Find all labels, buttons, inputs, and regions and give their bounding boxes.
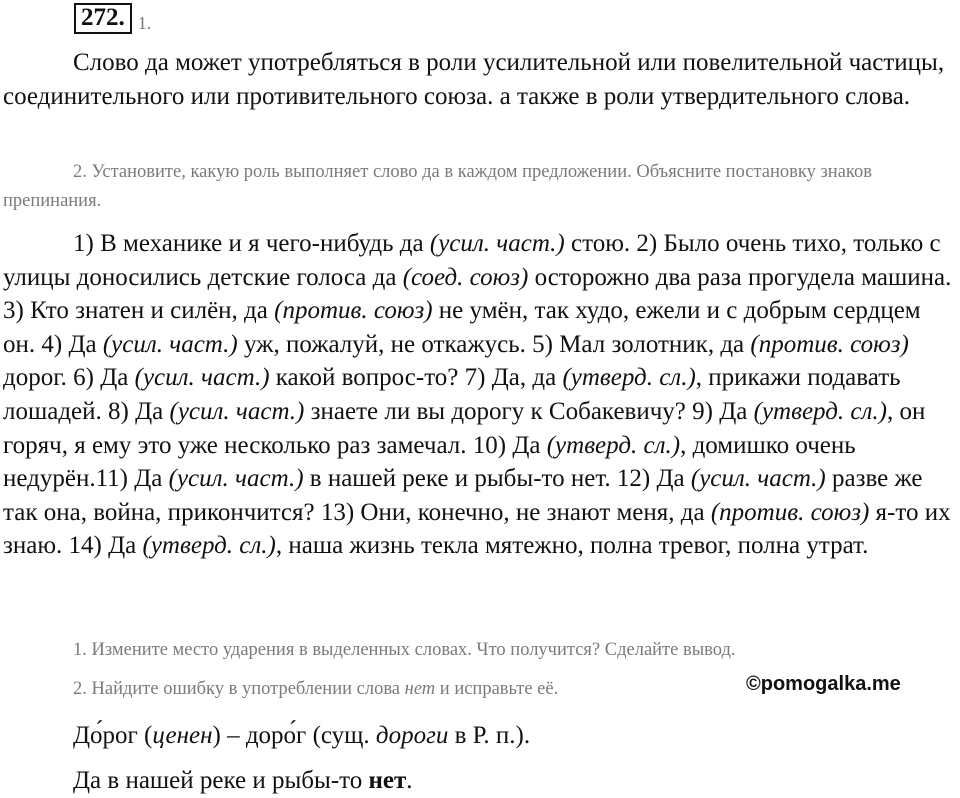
highlighted-word: нет [404, 679, 436, 699]
role-note: (утверд. сл.) [753, 397, 887, 425]
task-2-paragraph [3, 158, 958, 216]
role-note: (усил. част.) [690, 465, 826, 493]
role-note: (утверд. сл.) [546, 431, 681, 459]
task-subnumber: 1. [137, 13, 152, 33]
exercise-header [74, 3, 151, 34]
role-note: (утверд. сл.) [142, 532, 276, 560]
watermark: ©pomogalka.me [746, 673, 901, 695]
exercise-number: 272. [74, 3, 132, 34]
answer-1-text: До́рог (ценен) – доро́г (сущ. дороги в Р. п.). [73, 722, 531, 749]
role-note: (против. союз) [710, 498, 870, 526]
role-note: (усил. част.) [429, 230, 565, 257]
role-note: (утверд. сл.) [562, 364, 696, 392]
role-note: (усил. част.) [168, 465, 304, 493]
role-note: (усил. част.) [102, 330, 238, 358]
sentences-paragraph [3, 227, 958, 563]
task-2-text: 2. Установите, какую роль выполняет слово да в каждом предложении. Объясните постановку знаков препинания. [3, 162, 872, 211]
answer-2-text: Да в нашей реке и рыбы-то нет. [73, 767, 413, 794]
intro-text: Слово да может употребляться в роли усилительной или повелительной частицы, соединительного или противительного союза. а также в роли утвердительного слова. [3, 49, 945, 110]
role-note: (соед. союз) [402, 263, 529, 291]
bold-word: нет [368, 767, 407, 794]
intro-paragraph [3, 46, 958, 113]
task-a-paragraph [3, 636, 958, 665]
task-b-paragraph [3, 675, 723, 704]
answer-1 [3, 719, 958, 753]
answer-2 [3, 764, 958, 798]
role-note: (усил. част.) [169, 397, 305, 425]
role-note: (против. союз) [274, 297, 433, 325]
task-b-text: 2. Найдите ошибку в употреблении слова нет и исправьте её. [73, 679, 559, 699]
task-a-text: 1. Измените место ударения в выделенных словах. Что получится? Сделайте вывод. [73, 640, 736, 660]
role-note: (против. союз) [750, 330, 909, 358]
sentences-text: 1) В механике и я чего-нибудь да (усил. част.) стою. 2) Было очень тихо, только с улицы доносились детские голоса да (соед. союз) осторожно два раза прогудела машина. 3) Кто знатен и силён, да (против. союз) не умён, так худо, ежели и с добрым сердцем он. 4) Да (усил. част.) уж, пожалуй, не откажусь. 5) Мал золотник, да (против. союз) дорог. 6) Да (усил. част.) какой вопрос-то? 7) Да, да (утверд. сл.), прикажи подавать лошадей. 8) Да (усил. част.) знаете ли вы дорогу к Собакевичу? 9) Да (утверд. сл.), он горяч, я ему это уже несколько раз замечал. 10) Да (утверд. сл.), домишко очень недурён.11) Да (усил. част.) в нашей реке и рыбы-то нет. 12) Да (усил. част.) разве же так она, война, прикончится? 13) Они, конечно, не знают меня, да (против. союз) я-то их знаю. 14) Да (утверд. сл.), наша жизнь текла мятежно, полна тревог, полна утрат. [3, 230, 952, 560]
role-note: (усил. част.) [134, 364, 270, 392]
